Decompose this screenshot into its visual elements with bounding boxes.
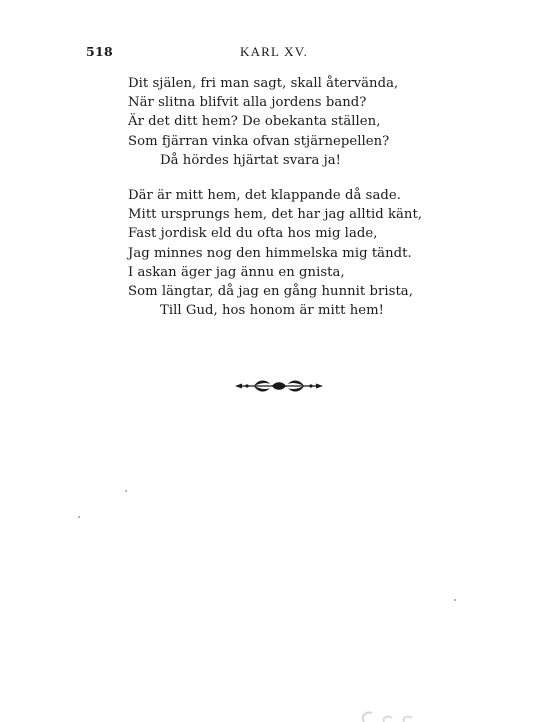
verse-line: Fast jordisk eld du ofta hos mig lade, <box>128 226 378 242</box>
fleuron-vine-ornament-icon <box>232 377 326 395</box>
poem-stanza-2 <box>128 186 448 320</box>
verse-line: Där är mitt hem, det klappande då sade. <box>128 188 401 203</box>
running-title: KARL XV. <box>240 44 309 59</box>
running-header <box>0 44 560 64</box>
verse-line: Jag minnes nog den himmelska mig tändt. <box>128 245 412 261</box>
paper-speck <box>454 599 456 601</box>
page-number: 518 <box>86 44 113 59</box>
scan-watermark-logo <box>358 708 428 722</box>
verse-line: Är det ditt hem? De obekanta ställen, <box>128 114 381 130</box>
poem-stanza-1 <box>128 74 448 170</box>
verse-line: Som fjärran vinka ofvan stjärnepellen? <box>128 133 390 149</box>
verse-refrain-line: Då hördes hjärtat svara ja! <box>160 152 342 168</box>
verse-line: Som längtar, då jag en gång hunnit brista, <box>128 283 413 299</box>
verse-refrain-line: Till Gud, hos honom är mitt hem! <box>160 303 385 319</box>
paper-speck <box>125 490 127 492</box>
verse-line: När slitna blifvit alla jordens band? <box>128 95 367 111</box>
verse-line: I askan äger jag ännu en gnista, <box>128 264 345 280</box>
verse-line: Mitt ursprungs hem, det har jag alltid känt, <box>128 207 423 223</box>
verse-line: Dit själen, fri man sagt, skall återvända, <box>128 76 399 91</box>
paper-speck <box>78 516 80 518</box>
